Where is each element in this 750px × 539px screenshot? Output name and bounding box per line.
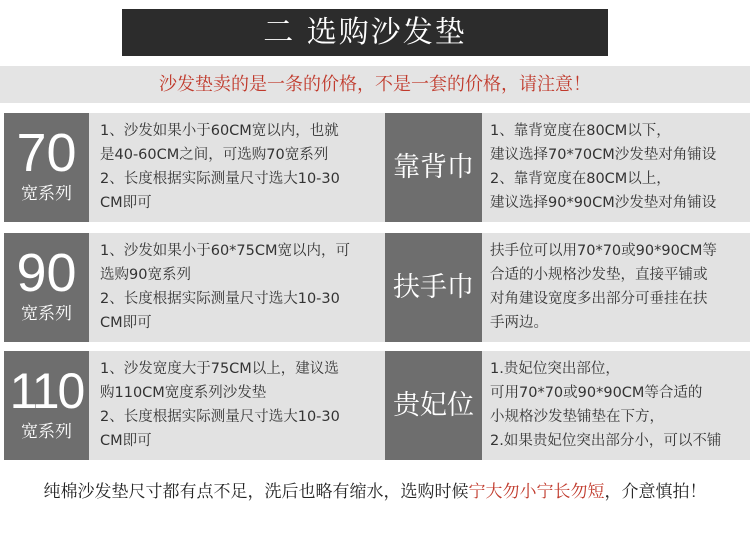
description-line: 1、沙发宽度大于75CM以上，建议选 (100, 361, 339, 377)
description-line: 扶手位可以用70*70或90*90CM等 (490, 243, 717, 259)
description-line: 1、靠背宽度在80CM以下， (490, 123, 671, 139)
footer-text: 纯棉沙发垫尺寸都有点不足，洗后也略有缩水，选购时候 (43, 482, 469, 502)
description-line: 建议选择70*70CM沙发垫对角铺设 (490, 147, 717, 163)
accessory-description (490, 357, 748, 453)
description-line: 1.贵妃位突出部位， (490, 361, 620, 377)
description-line: 2.如果贵妃位突出部分小，可以不铺 (490, 433, 722, 449)
page-title: 二 选购沙发垫 (122, 9, 608, 56)
footer-highlight: 宁大勿小宁长勿短 (468, 482, 605, 502)
size-description (100, 357, 378, 453)
size-number: 70 (16, 123, 77, 183)
size-badge (4, 233, 89, 342)
description-line: CM即可 (100, 195, 152, 211)
size-row-70 (0, 113, 750, 222)
description-line: 1、沙发如果小于60CM宽以内，也就 (100, 123, 339, 139)
footer-text-end: ，介意慎拍！ (604, 482, 707, 502)
size-row-110 (0, 351, 750, 460)
description-line: 手两边。 (490, 315, 548, 331)
size-description (100, 119, 378, 215)
description-line: 可用70*70或90*90CM等合适的 (490, 385, 703, 401)
size-series-label: 宽系列 (21, 184, 72, 204)
size-badge (4, 113, 89, 222)
size-series-label: 宽系列 (21, 422, 72, 442)
description-line: 是40-60CM之间，可选购70宽系列 (100, 147, 329, 163)
accessory-description (490, 119, 748, 215)
size-description (100, 239, 378, 335)
footer-note (0, 478, 750, 506)
description-line: CM即可 (100, 433, 152, 449)
description-line: 购110CM宽度系列沙发垫 (100, 385, 267, 401)
description-line: 2、长度根据实际测量尺寸选大10-30 (100, 291, 340, 307)
description-line: 2、长度根据实际测量尺寸选大10-30 (100, 171, 340, 187)
description-line: 合适的小规格沙发垫，直接平铺或 (490, 267, 708, 283)
price-notice: 沙发垫卖的是一条的价格，不是一套的价格，请注意！ (0, 66, 750, 103)
description-line: 2、靠背宽度在80CM以上， (490, 171, 671, 187)
description-line: 小规格沙发垫铺垫在下方， (490, 409, 664, 425)
size-series-label: 宽系列 (21, 304, 72, 324)
accessory-badge: 贵妃位 (385, 351, 482, 460)
description-line: 2、长度根据实际测量尺寸选大10-30 (100, 409, 340, 425)
size-row-90 (0, 233, 750, 342)
description-line: 对角建设宽度多出部分可垂挂在扶 (490, 291, 708, 307)
description-line: 选购90宽系列 (100, 267, 191, 283)
description-line: CM即可 (100, 315, 152, 331)
accessory-description (490, 239, 748, 335)
size-number: 110 (9, 363, 84, 419)
size-number: 90 (16, 243, 77, 303)
description-line: 建议选择90*90CM沙发垫对角铺设 (490, 195, 717, 211)
accessory-badge: 靠背巾 (385, 113, 482, 222)
description-line: 1、沙发如果小于60*75CM宽以内，可 (100, 243, 351, 259)
accessory-badge: 扶手巾 (385, 233, 482, 342)
size-badge (4, 351, 89, 460)
